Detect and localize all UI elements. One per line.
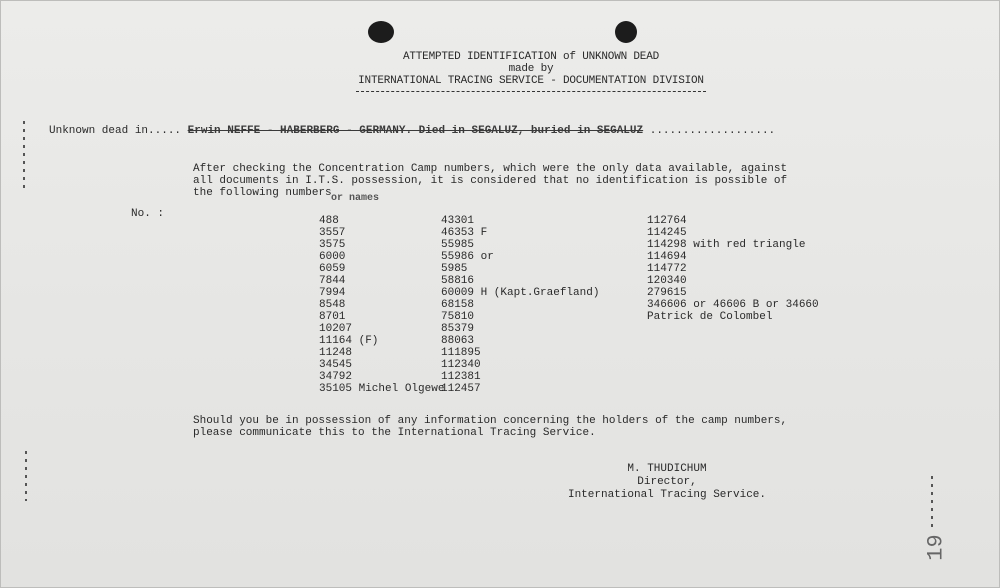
numbers-column-1 xyxy=(319,215,444,395)
signatory-name: M. THUDICHUM xyxy=(627,463,707,475)
number-entry: 6000 xyxy=(319,251,346,263)
closing-paragraph: Should you be in possession of any information concerning the holders of the camp numbers, please communicate this to the International Tracing Service. xyxy=(193,415,788,439)
signatory-organization: International Tracing Service. xyxy=(567,489,767,501)
number-entry: 58816 xyxy=(441,275,475,287)
number-entry: 112457 xyxy=(441,383,481,395)
unknown-dead-line xyxy=(49,125,775,137)
number-entry: 488 xyxy=(319,215,339,227)
number-entry: 8548 xyxy=(319,299,346,311)
signatory-title: Director, xyxy=(637,476,697,488)
number-entry: Patrick de Colombel xyxy=(647,311,773,323)
number-entry: 46353 F xyxy=(441,227,488,239)
struck-out-text: Erwin NEFFE - HABERBERG - GERMANY. Died in SEGALUZ, buried in SEGALUZ xyxy=(187,125,644,137)
right-edge-marks xyxy=(931,476,933,531)
number-entry: 6059 xyxy=(319,263,346,275)
number-entry: 5985 xyxy=(441,263,468,275)
number-entry: 114772 xyxy=(647,263,687,275)
number-label: No. : xyxy=(131,208,165,220)
header-organization: INTERNATIONAL TRACING SERVICE - DOCUMENTATION DIVISION xyxy=(358,75,704,87)
number-entry: 112764 xyxy=(647,215,687,227)
intro-paragraph: After checking the Concentration Camp numbers, which were the only data available, against all documents in I.T.S. possession, it is considered that no identification is possible of the following numbers xyxy=(193,163,788,199)
number-entry: 85379 xyxy=(441,323,475,335)
number-entry: 10207 xyxy=(319,323,353,335)
left-edge-marks-lower xyxy=(25,451,27,501)
number-entry: 346606 or 46606 B or 34660 xyxy=(647,299,819,311)
number-entry: 55985 xyxy=(441,239,475,251)
number-entry: 279615 xyxy=(647,287,687,299)
number-entry: 3557 xyxy=(319,227,346,239)
number-entry: 8701 xyxy=(319,311,346,323)
number-entry: 55986 or xyxy=(441,251,494,263)
number-entry: 34792 xyxy=(319,371,353,383)
number-entry: 112381 xyxy=(441,371,481,383)
number-entry: 3575 xyxy=(319,239,346,251)
header-made-by: made by xyxy=(508,63,554,75)
number-entry: 88063 xyxy=(441,335,475,347)
unknown-dead-dots: ................... xyxy=(649,125,776,137)
document-header xyxy=(301,51,761,92)
number-entry: 114694 xyxy=(647,251,687,263)
punch-hole-left xyxy=(368,21,394,43)
number-entry: 43301 xyxy=(441,215,475,227)
signature-block xyxy=(567,463,767,502)
left-edge-marks xyxy=(23,121,25,191)
punch-hole-right xyxy=(615,21,637,43)
numbers-column-3 xyxy=(647,215,819,323)
number-entry: 7844 xyxy=(319,275,346,287)
unknown-dead-label: Unknown dead in..... xyxy=(49,125,182,137)
or-names-label: or names xyxy=(331,193,380,204)
number-entry: 114245 xyxy=(647,227,687,239)
number-entry: 68158 xyxy=(441,299,475,311)
number-entry: 7994 xyxy=(319,287,346,299)
header-underline xyxy=(356,91,706,92)
number-entry: 34545 xyxy=(319,359,353,371)
page-number: 19 xyxy=(923,534,949,561)
number-entry: 114298 with red triangle xyxy=(647,239,806,251)
number-entry: 35105 Michel Olgewe xyxy=(319,383,445,395)
numbers-column-2 xyxy=(441,215,599,395)
number-entry: 111895 xyxy=(441,347,481,359)
number-entry: 75810 xyxy=(441,311,475,323)
number-entry: 60009 H (Kapt.Graefland) xyxy=(441,287,600,299)
number-entry: 112340 xyxy=(441,359,481,371)
number-entry: 11164 (F) xyxy=(319,335,379,347)
number-entry: 11248 xyxy=(319,347,353,359)
header-title: ATTEMPTED IDENTIFICATION of UNKNOWN DEAD xyxy=(402,51,660,63)
number-entry: 120340 xyxy=(647,275,687,287)
